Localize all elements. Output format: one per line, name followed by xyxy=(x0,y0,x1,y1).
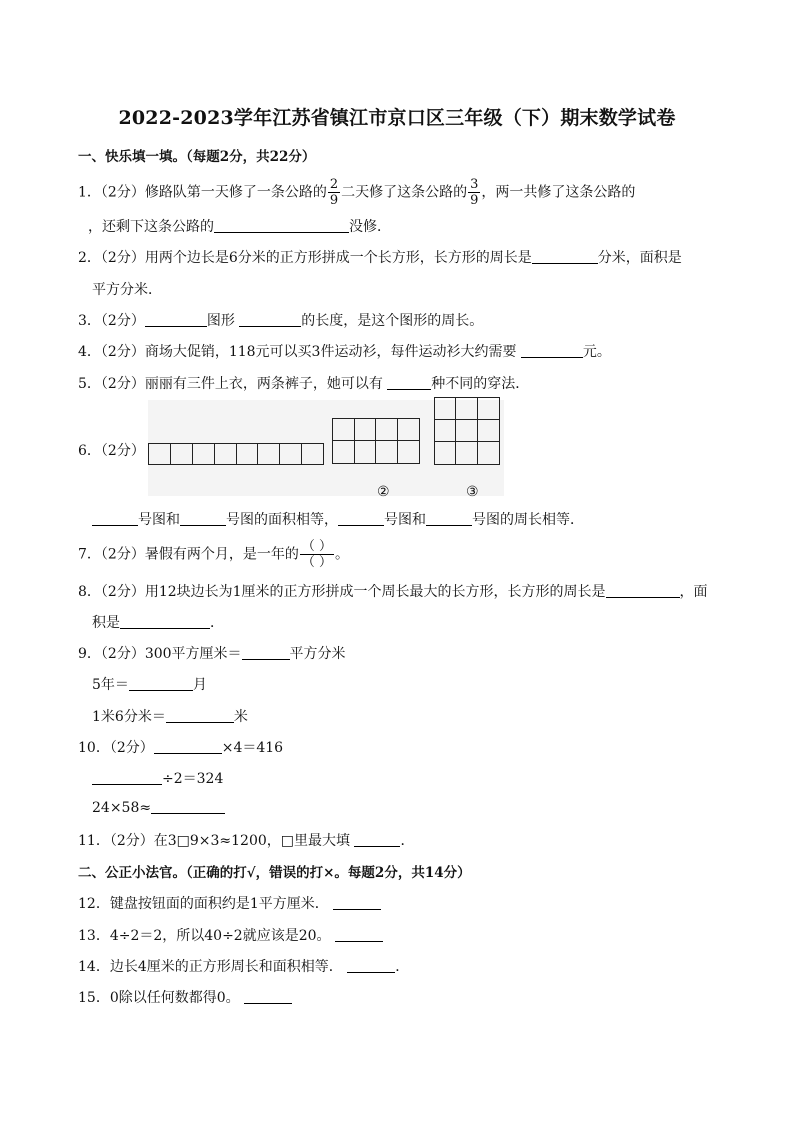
figure-3-grid xyxy=(434,397,500,465)
answer-blank[interactable] xyxy=(129,676,193,691)
answer-blank[interactable] xyxy=(333,895,381,910)
answer-blank[interactable] xyxy=(214,218,349,233)
answer-blank[interactable] xyxy=(166,708,234,723)
question-13: 13．4÷2＝2，所以40÷2就应该是20。 xyxy=(78,925,383,945)
answer-blank[interactable] xyxy=(426,511,472,526)
fraction-3-9: $\frac{3}{9}$ xyxy=(470,177,479,208)
answer-blank[interactable] xyxy=(347,958,395,973)
figure-3-label: ③ xyxy=(466,484,479,500)
answer-blank[interactable] xyxy=(180,511,226,526)
question-11: 11．（2分）在3□9×3≈1200，□里最大填 ． xyxy=(78,833,415,849)
question-10: 10．（2分） ×4＝416 xyxy=(78,740,284,756)
section-2-heading: 二、公正小法官。（正确的打√，错误的打×。每题2分，共14分） xyxy=(78,865,471,881)
question-7: 7．（2分）暑假有两个月，是一年的 $\frac{( )}{( )}$ 。 xyxy=(78,539,349,570)
question-6: 6．（2分） xyxy=(78,443,145,459)
answer-blank[interactable] xyxy=(154,739,222,754)
answer-blank[interactable] xyxy=(354,832,400,847)
question-2-line-2: 平方分米． xyxy=(92,282,162,298)
figure-1-strip xyxy=(148,443,324,465)
section-1-heading: 一、快乐填一填。（每题2分，共22分） xyxy=(78,149,316,165)
answer-blank[interactable] xyxy=(151,799,225,814)
question-4: 4．（2分）商场大促销，118元可以买3件运动衫，每件运动衫大约需要 元。 xyxy=(78,344,611,360)
question-9-line-2: 5年＝ 月 xyxy=(92,677,207,693)
q1-text-1: 1．（2分）修路队第一天修了一条公路的 xyxy=(78,184,327,201)
question-8-line-2: 积是 ． xyxy=(92,615,224,631)
answer-blank[interactable] xyxy=(606,583,680,598)
answer-blank[interactable] xyxy=(521,343,583,358)
answer-blank[interactable] xyxy=(244,989,292,1004)
question-5: 5．（2分）丽丽有三件上衣，两条裤子，她可以有 种不同的穿法． xyxy=(78,376,530,392)
question-15: 15．0除以任何数都得0。 xyxy=(78,987,292,1007)
q1-text-2: 二天修了这条公路的 xyxy=(341,184,468,201)
answer-blank[interactable] xyxy=(335,927,383,942)
answer-blank[interactable] xyxy=(92,770,162,785)
answer-blank[interactable] xyxy=(145,312,207,327)
figure-2-label: ② xyxy=(377,484,390,500)
question-9: 9．（2分）300平方厘米＝ 平方分米 xyxy=(78,646,346,662)
question-1 xyxy=(78,178,635,207)
question-9-line-3: 1米6分米＝ 米 xyxy=(92,709,248,725)
page-title: 2022-2023学年江苏省镇江市京口区三年级（下）期末数学试卷 xyxy=(118,107,676,129)
answer-blank[interactable] xyxy=(92,511,138,526)
answer-blank[interactable] xyxy=(120,614,210,629)
answer-blank[interactable] xyxy=(242,645,290,660)
question-12: 12．键盘按钮面的面积约是1平方厘米． xyxy=(78,893,381,913)
q1-text-3: ，两一共修了这条公路的 xyxy=(481,184,636,201)
question-1-line-2: ，还剩下这条公路的 没修． xyxy=(88,219,391,235)
answer-blank[interactable] xyxy=(239,312,301,327)
fraction-blank[interactable]: $\frac{( )}{( )}$ xyxy=(301,539,332,570)
answer-blank[interactable] xyxy=(532,249,598,264)
answer-blank[interactable] xyxy=(387,375,431,390)
question-8: 8．（2分）用12块边长为1厘米的正方形拼成一个周长最大的长方形，长方形的周长是 ，面 xyxy=(78,584,708,600)
question-10-line-3: 24×58≈ xyxy=(92,799,225,816)
question-14: 14．边长4厘米的正方形周长和面积相等． ． xyxy=(78,959,410,975)
question-3: 3．（2分） 图形 的长度，是这个图形的周长。 xyxy=(78,313,484,329)
question-2: 2．（2分）用两个边长是6分米的正方形拼成一个长方形，长方形的周长是 分米，面积是 xyxy=(78,250,682,266)
figure-2-grid xyxy=(332,418,420,464)
question-10-line-2: ÷2＝324 xyxy=(92,768,223,788)
answer-blank[interactable] xyxy=(338,511,384,526)
fraction-2-9: $\frac{2}{9}$ xyxy=(329,177,339,208)
question-6-answer-line: 号图和 号图的面积相等， 号图和 号图的周长相等． xyxy=(92,509,584,529)
